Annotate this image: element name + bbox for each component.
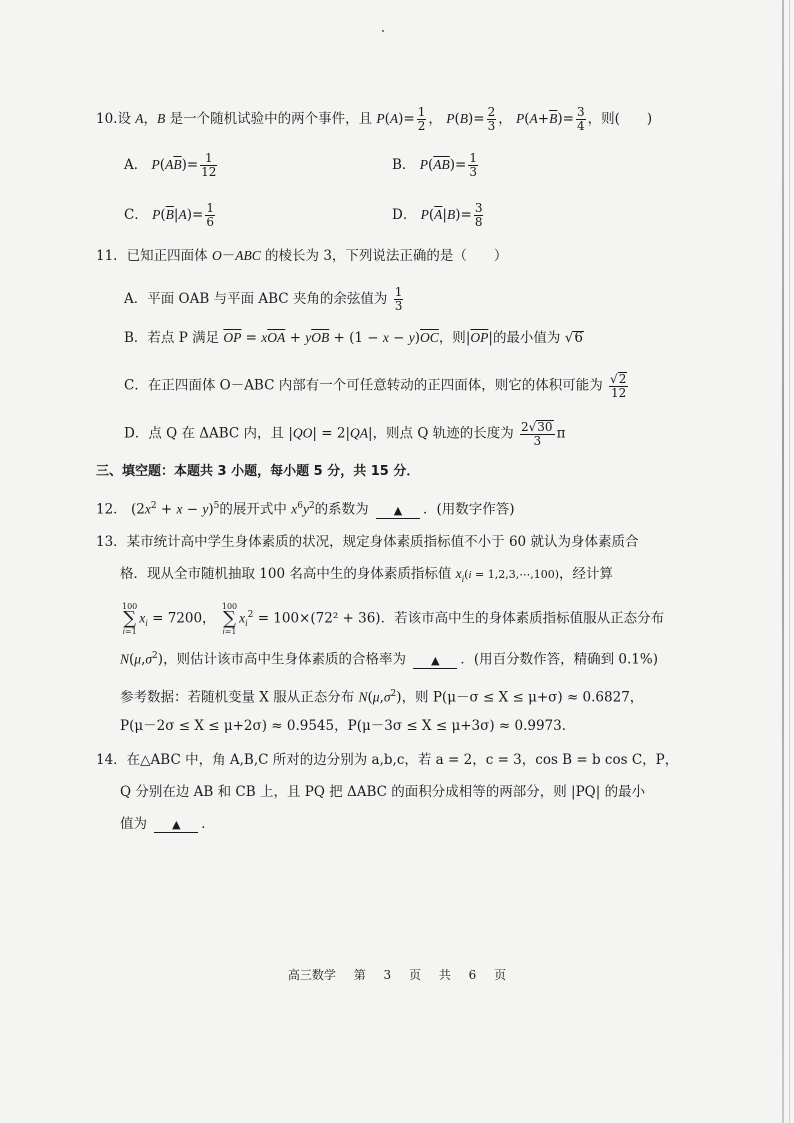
q14-line-2: Q 分别在边 AB 和 CB 上，且 PQ 把 ΔABC 的面积分成相等的两部分，则 |PQ| 的最小 [120, 784, 646, 800]
q13-line-2b: ，经计算 [559, 566, 614, 582]
q11-option-a-text: A．平面 OAB 与平面 ABC 夹角的余弦值为 [124, 291, 388, 307]
sum-symbol-1: 100 ∑ i=1 [122, 602, 138, 636]
q13-line-3a: = 7200， [152, 610, 216, 627]
q11-stem-mid: 的棱长为 3，下列说法正确的是（ ） [265, 248, 508, 264]
q14-answer-blank[interactable]: ▲ [154, 818, 198, 833]
q10-option-c: C． $P(\overline{B}|A)=$ $\frac{1}{6}$ [124, 201, 214, 229]
q10-option-d: D． $P(\overline{A}|B)=$ $\frac{3}{8}$ [392, 201, 483, 229]
scan-edge-line-2 [789, 0, 790, 1123]
q13-line-5b: ，则 P(μ－σ ≤ X ≤ μ+σ) ≈ 0.6827， [401, 689, 644, 706]
page-footer [0, 966, 794, 983]
q10-option-a-label: A． [124, 157, 148, 173]
q11-option-b-mid: ，则 [438, 330, 466, 346]
q10-option-b-label: B． [392, 157, 416, 173]
q13-line-4b: ．(用百分数作答，精确到 0.1%) [460, 651, 658, 668]
q10-prefix: 10.设 [96, 111, 131, 127]
q10-option-d-label: D． [392, 207, 417, 223]
scan-edge-line [782, 0, 784, 1123]
q13-line-5: 参考数据：若随机变量 X 服从正态分布 $N(\mu,\sigma^2)$，则 P(μ－σ ≤ X ≤ μ+σ) ≈ 0.6827， [120, 689, 644, 706]
q11-option-a [124, 286, 405, 313]
frac-1-3-b: $\frac{1}{3}$ [394, 285, 403, 313]
frac-3-4: $\frac{3}{4}$ [576, 105, 585, 133]
q11-option-d-mid: ，则点 Q 轨迹的长度为 [372, 425, 514, 442]
frac-sqrt2-12: $\frac{√2}{12}$ [610, 372, 627, 400]
q14-line-3b: ． [201, 816, 215, 832]
q10-tail: ，则( ) [587, 111, 653, 127]
section-3-title: 三、填空题：本题共 3 小题，每小题 5 分，共 15 分． [96, 464, 420, 479]
frac-1-12: $\frac{1}{12}$ [201, 151, 217, 179]
q14-line-3 [120, 814, 215, 834]
q12-answer-blank[interactable]: ▲ [376, 504, 420, 519]
frac-3-8: $\frac{3}{8}$ [474, 201, 483, 229]
q11-stem: 11．已知正四面体 O－ABC 的棱长为 3，下列说法正确的是（ ） [96, 248, 508, 264]
q13-answer-blank[interactable]: ▲ [413, 654, 457, 669]
q13-line-2: 格．现从全市随机抽取 100 名高中生的身体素质指标值 $x_i(i$ = 1,2,3,⋯,100)，经计算 [120, 566, 614, 584]
q11-stem-prefix: 11．已知正四面体 [96, 248, 208, 264]
q10-option-c-label: C． [124, 207, 148, 223]
scan-speck [382, 30, 384, 32]
q10-option-a: A． $P(A\overline{B})=$ $\frac{1}{12}$ [124, 151, 217, 179]
q10-option-b: B． $P(\overline{A}\overline{B})=$ $\frac{1}{3}$ [392, 151, 477, 179]
q13-line-5a: 参考数据：若随机变量 X 服从正态分布 [120, 689, 355, 706]
q12-mid: 的展开式中 [219, 501, 287, 518]
q12-mid2: 的系数为 [314, 501, 369, 518]
q13-line-4: $N(\mu,\sigma^2)$，则估计该市高中生身体素质的合格率为 ▲ ．(用百分数作答，精确到 0.1%) [120, 651, 658, 668]
q13-line-3: 100 ∑ $i=1x_i = 7200$， 100 ∑ $i=1x_i^2 = 100\times(72^2 + 36)$．若该市高中生的身体素质指标值服从正态分布 [122, 602, 665, 636]
footer-page-number: 第 3 页 [353, 968, 421, 982]
q11-option-b-prefix: B．若点 P 满足 [124, 330, 220, 346]
q13-line-4a: ，则估计该市高中生身体素质的合格率为 [163, 651, 407, 668]
frac-2-3: $\frac{2}{3}$ [487, 105, 496, 133]
frac-1-3: $\frac{1}{3}$ [469, 151, 477, 179]
q11-option-d: D．点 Q 在 ΔABC 内，且 |QO| = 2|QA|，则点 Q 轨迹的长度为 $\frac{2√30}{3}$ π [124, 420, 566, 448]
q14-line-3a: 值为 [120, 816, 147, 832]
q13-line-3b: = 100×(72² + 36)．若该市高中生的身体素质指标值服从正态分布 [257, 610, 665, 627]
frac-2sqrt30-3: $\frac{2√30}{3}$ [521, 420, 553, 448]
q12-stem: 12． $(2x^2 + x - y)^5$的展开式中 $x^6y^2$的系数为 ▲ ．(用数字作答) [96, 501, 515, 518]
q11-option-b-tail: 的最小值为 [492, 330, 561, 346]
q14-line-1: 14．在△ABC 中，角 A,B,C 所对的边分别为 a,b,c，若 a = 2，c = 3，cos B = b cos C，P， [96, 752, 679, 768]
q10-mid: 是一个随机试验中的两个事件，且 [169, 111, 373, 127]
q13-line-2a: 格．现从全市随机抽取 100 名高中生的身体素质指标值 [120, 566, 452, 582]
sum-symbol-2: 100 ∑ i=1 [221, 602, 238, 636]
q13-line-1: 13．某市统计高中学生身体素质的状况，规定身体素质指标值不小于 60 就认为身体素质合 [96, 534, 639, 550]
q10-stem: 10.设 A，B 是一个随机试验中的两个事件，且 P(A)= $\frac{1}{2}$ ， P(B)= $\frac{2}{3}$ ， $P(A+\overline{B})=$ $\frac{3}{4}$ ，则( ) [96, 105, 653, 133]
q11-option-c [124, 372, 630, 400]
footer-total-pages: 共 6 页 [438, 968, 507, 982]
frac-1-6: $\frac{1}{6}$ [206, 201, 214, 229]
q13-line-6: P(μ－2σ ≤ X ≤ μ+2σ) ≈ 0.9545，P(μ－3σ ≤ X ≤ μ+3σ) ≈ 0.9973． [120, 718, 576, 734]
footer-subject: 高三数学 [287, 968, 336, 982]
q12-prefix: 12． [96, 501, 127, 518]
q12-tail: ．(用数字作答) [422, 501, 515, 518]
q11-option-d-prefix: D．点 Q 在 ΔABC 内，且 [124, 425, 285, 442]
q11-option-c-text: C．在正四面体 O－ABC 内部有一个可任意转动的正四面体，则它的体积可能为 [124, 377, 603, 394]
frac-1-2: $\frac{1}{2}$ [417, 105, 426, 133]
q11-option-b: B．若点 P 满足 $\overline{OP} = x\overline{OA} + y\overline{OB} + (1 - x - y)\overline{OC}$，则$|\overline{OP}|$的最小值为 √6 [124, 330, 583, 346]
